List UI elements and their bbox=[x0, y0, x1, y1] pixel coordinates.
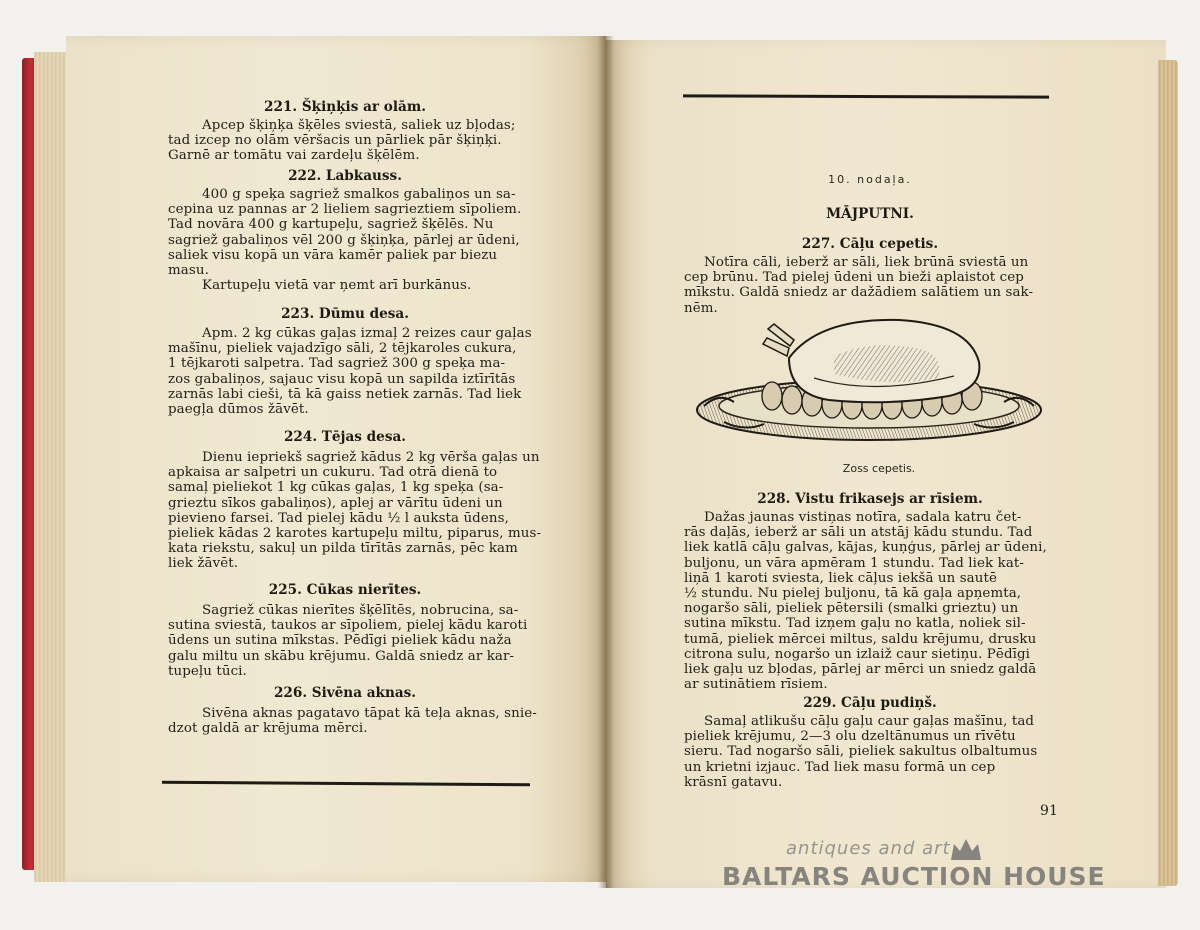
recipe-body: Samaļ atlikušu cāļu gaļu caur gaļas mašīnu, tad pieliek krējumu, 2—3 olu dzeltānumus un rīvētu sieru. Tad nogaršo sāli, pieliek sakultus olbaltumus un krietni izjauc. Tad liek masu formā un cep krāsnī gatavu. bbox=[684, 714, 1038, 790]
crown-icon bbox=[948, 836, 984, 862]
recipe-heading: 222. Labkauss. bbox=[288, 168, 402, 184]
recipe-body: 400 g speķa sagriež smalkos gabaliņos un sa- cepina uz pannas ar 2 lieliem sagrieztiem sīpoliem. Tad novāra 400 g kartupeļu, sagriež šķēlēs. Nu sagriež gabaliņos vēl 200 g šķiņķa, pārlej ar ūdeni, saliek visu kopā un vāra kamēr paliek par biezu masu. Kartupeļu vietā var ņemt arī burkānus. bbox=[168, 187, 522, 294]
left-page-stack bbox=[34, 52, 70, 882]
recipe-body: Dažas jaunas vistiņas notīra, sadala katru čet- rās daļās, ieberž ar sāli un atstāj kādu stundu. Tad liek katlā cāļu galvas, kājas, kuņģus, pārlej ar ūdeni, buljonu, un vāra apmēram 1 stundu. Tad liek kat- liņā 1 karoti sviesta, liek cāļus iekšā un sautē ½ stundu. Nu pielej buljonu, tā kā gaļa apņemta, nogaršo sāli, pieliek pētersili (smalki grieztu) un sutina mīkstu. Tad izņem gaļu no katla, noliek sil- tumā, pieliek mērcei miltus, saldu krējumu, drusku citrona sulu, nogaršo un izlaiž caur sietiņu. Pēdīgi liek gaļu uz bļodas, pārlej ar mērci un sniedz galdā ar sutinātiem rīsiem. bbox=[684, 510, 1047, 693]
section-title: MĀJPUTNI. bbox=[826, 206, 914, 222]
recipe-heading: 223. Dūmu desa. bbox=[281, 306, 409, 322]
recipe-body: Apcep šķiņķa šķēles sviestā, saliek uz bļodas; tad izcep no olām vēršacis un pārliek pār šķiņķi. Garnē ar tomātu vai zardeļu šķēlēm. bbox=[168, 118, 516, 164]
recipe-body: Sagriež cūkas nierītes šķēlītēs, nobrucina, sa- sutina sviestā, taukos ar sīpoliem, pielej kādu karoti ūdens un sutina mīkstas. Pēdīgi pieliek kādu naža galu miltu un skābu krējumu. Galdā sniedz ar kar- tupeļu tūci. bbox=[168, 603, 528, 679]
illustration-caption: Zoss cepetis. bbox=[842, 462, 916, 475]
recipe-body: Sivēna aknas pagatavo tāpat kā teļa aknas, snie- dzot galdā ar krējuma mērci. bbox=[168, 706, 537, 737]
recipe-heading: 221. Šķiņķis ar olām. bbox=[264, 99, 426, 115]
recipe-heading: 228. Vistu frikasejs ar rīsiem. bbox=[757, 491, 983, 507]
recipe-heading: 227. Cāļu cepetis. bbox=[801, 236, 939, 252]
watermark-tagline: antiques and art bbox=[786, 838, 951, 859]
page-number: 91 bbox=[1040, 803, 1059, 819]
chapter-label: 10. nodaļa. bbox=[828, 173, 912, 186]
book-gutter bbox=[598, 36, 614, 888]
recipe-body: Notīra cāli, ieberž ar sāli, liek brūnā sviestā un cep brūnu. Tad pielej ūdeni un bieži aplaistot cep mīkstu. Galdā sniedz ar dažādiem salātiem un sak- nēm. bbox=[684, 255, 1034, 316]
recipe-heading: 225. Cūkas nierītes. bbox=[268, 582, 422, 598]
roast-goose-illustration bbox=[694, 318, 1044, 446]
recipe-heading: 226. Sivēna aknas. bbox=[273, 685, 417, 701]
recipe-body: Apm. 2 kg cūkas gaļas izmaļ 2 reizes caur gaļas mašīnu, pieliek vajadzīgo sāli, 2 tējkaroles cukura, 1 tējkaroti salpetra. Tad sagriež 300 g speķa ma- zos gabaliņos, sajauc visu kopā un sapilda iztīrītās zarnās labi cieši, tā kā gaiss netiek zarnās. Tad liek paegļa dūmos žāvēt. bbox=[168, 326, 532, 418]
watermark-brand: BALTARS AUCTION HOUSE bbox=[722, 862, 1106, 891]
recipe-body: Dienu iepriekš sagriež kādus 2 kg vērša gaļas un apkaisa ar salpetri un cukuru. Tad otrā dienā to samaļ pieliekot 1 kg cūkas gaļas, 1 kg speķa (sa- grieztu sīkos gabaliņos), aplej ar vārītu ūdeni un pievieno farsei. Tad pielej kādu ½ l auksta ūdens, pieliek kādas 2 karotes kartupeļu miltu, piparus, mus- kata riekstu, sakuļ un pilda tīrītās zarnās, pēc kam liek žāvēt. bbox=[168, 450, 542, 572]
recipe-heading: 229. Cāļu pudiņš. bbox=[803, 695, 937, 711]
right-page-stack bbox=[1158, 60, 1178, 886]
recipe-heading: 224. Tējas desa. bbox=[283, 429, 407, 445]
